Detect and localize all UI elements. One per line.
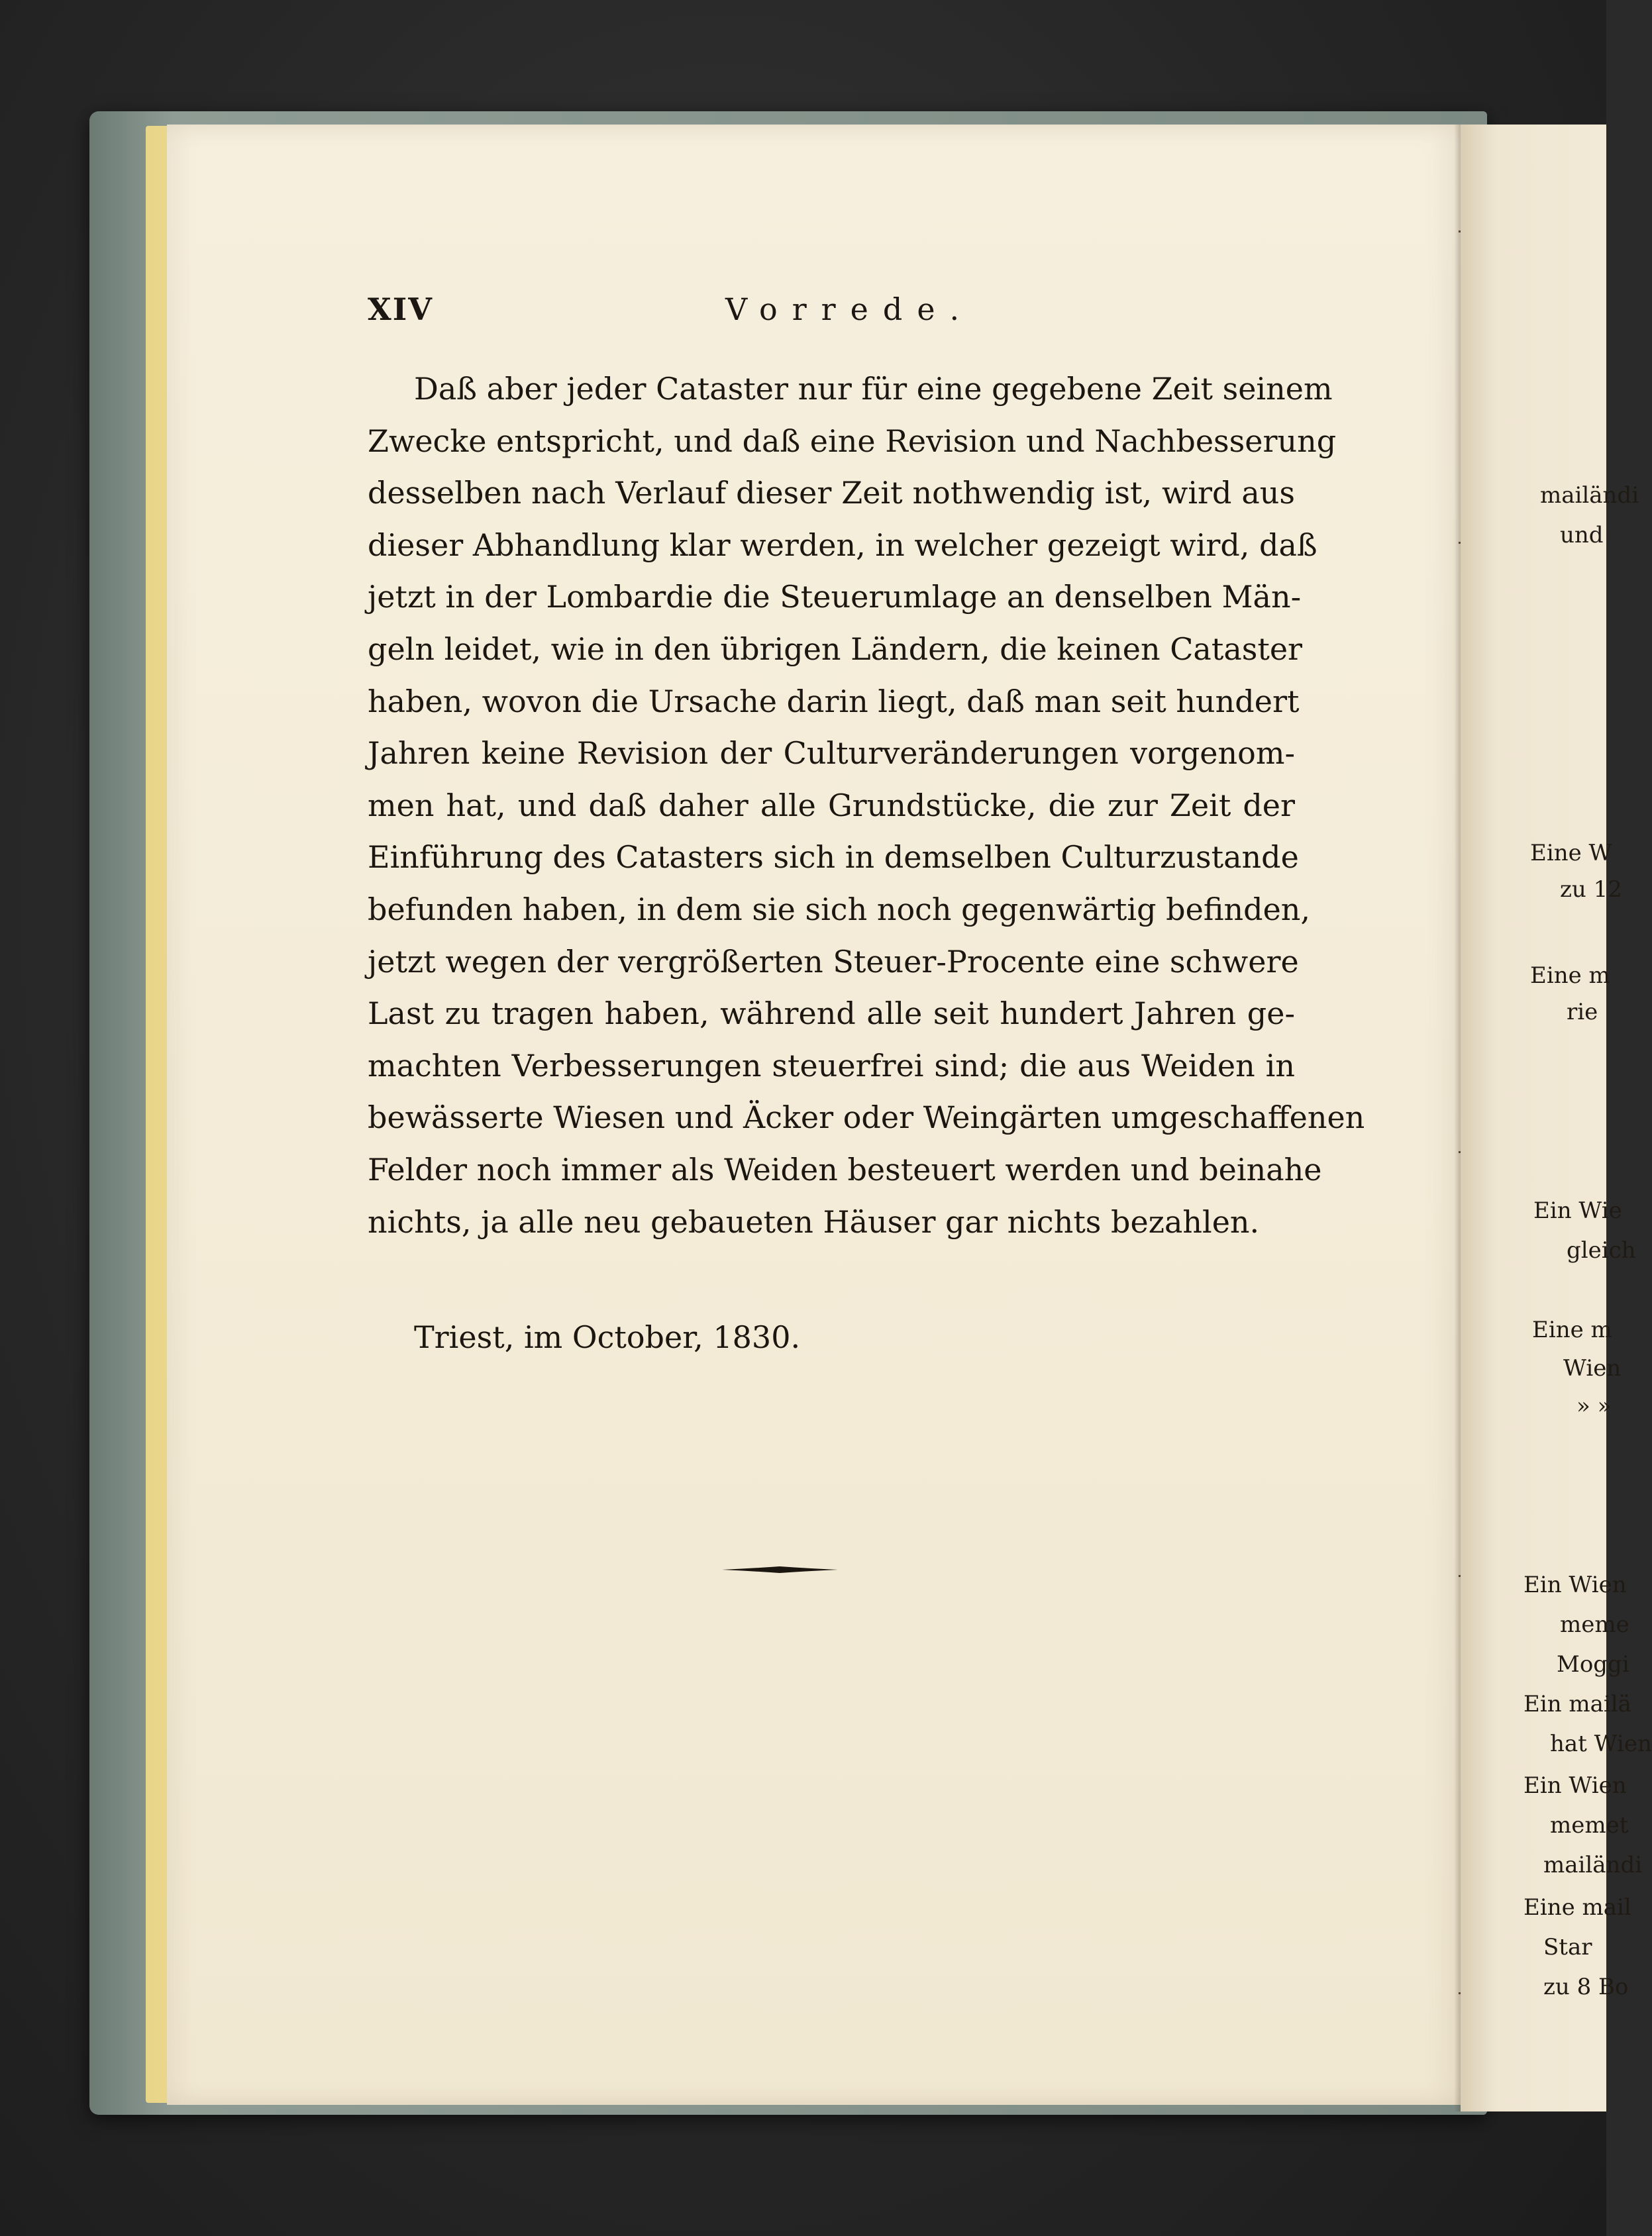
running-title: Vorrede. bbox=[725, 291, 974, 327]
facing-page-fragment: rie bbox=[1567, 999, 1598, 1025]
text-line: geln leidet, wie in den übrigen Ländern, die keinen Cataster bbox=[368, 631, 1303, 667]
facing-page-fragment: gleich bbox=[1567, 1237, 1636, 1264]
text-line: Felder noch immer als Weiden besteuert werden und beinahe bbox=[368, 1151, 1322, 1188]
facing-page-fragment: mailändi bbox=[1540, 482, 1639, 509]
facing-page-fragment: » » bbox=[1576, 1393, 1612, 1419]
text-line: Daß aber jeder Cataster nur für eine gegebene Zeit seinem bbox=[414, 371, 1333, 407]
text-line: men hat, und daß daher alle Grundstücke, die zur Zeit der bbox=[368, 787, 1295, 823]
facing-page-fragment: Ein Wien bbox=[1523, 1572, 1627, 1598]
facing-page-fragment: Eine m bbox=[1532, 1317, 1612, 1343]
facing-page-fragment: mailändi bbox=[1543, 1852, 1643, 1878]
text-line: jetzt wegen der vergrößerten Steuer-Procente eine schwere bbox=[368, 943, 1299, 980]
text-line: Zwecke entspricht, und daß eine Revision und Nachbesserung bbox=[368, 423, 1337, 459]
facing-page-fragment: Ein Wie bbox=[1533, 1197, 1622, 1224]
facing-page-fragment: memet bbox=[1550, 1812, 1629, 1839]
facing-page-fragment: Eine W bbox=[1530, 840, 1612, 866]
text-line: Jahren keine Revision der Culturveränderungen vorgenom- bbox=[368, 735, 1295, 772]
place-and-date: Triest, im October, 1830. bbox=[414, 1319, 801, 1355]
facing-page-fragment: zu 12 bbox=[1560, 876, 1622, 903]
facing-page-fragment: und bbox=[1560, 522, 1604, 548]
facing-page-fragment: Wien bbox=[1563, 1355, 1622, 1382]
text-line: desselben nach Verlauf dieser Zeit nothwendig ist, wird aus bbox=[368, 475, 1295, 511]
facing-page bbox=[1461, 125, 1652, 2111]
text-line: befunden haben, in dem sie sich noch gegenwärtig befinden, bbox=[368, 891, 1311, 927]
facing-page-fragment: Ein mailä bbox=[1523, 1691, 1631, 1717]
text-line: dieser Abhandlung klar werden, in welcher gezeigt wird, daß bbox=[368, 527, 1317, 563]
body-text bbox=[368, 363, 1365, 1248]
text-line: machten Verbesserungen steuerfrei sind; die aus Weiden in bbox=[368, 1047, 1295, 1084]
facing-page-fragment: hat Wien bbox=[1550, 1731, 1652, 1757]
text-line: haben, wovon die Ursache darin liegt, daß man seit hundert bbox=[368, 683, 1300, 719]
text-line: Einführung des Catasters sich in demselben Culturzustande bbox=[368, 839, 1299, 876]
text-line: bewässerte Wiesen und Äcker oder Weingärten umgeschaffenen bbox=[368, 1099, 1365, 1136]
closing-rule-ornament bbox=[722, 1564, 838, 1575]
facing-page-fragment: Eine mail bbox=[1523, 1894, 1631, 1921]
facing-page-fragment: meme bbox=[1560, 1611, 1629, 1638]
text-line: jetzt in der Lombardie die Steuerumlage an denselben Män- bbox=[368, 579, 1302, 615]
facing-page-fragment: Star bbox=[1543, 1934, 1592, 1960]
text-line: nichts, ja alle neu gebaueten Häuser gar nichts bezahlen. bbox=[368, 1203, 1260, 1240]
page-number: XIV bbox=[368, 291, 433, 327]
text-line: Last zu tragen haben, während alle seit hundert Jahren ge- bbox=[368, 995, 1295, 1032]
facing-page-fragment: Ein Wien bbox=[1523, 1772, 1627, 1799]
facing-page-fragment: Eine m bbox=[1530, 962, 1610, 989]
facing-page-fragment: zu 8 Bo bbox=[1543, 1974, 1629, 2000]
page-header bbox=[368, 291, 974, 338]
facing-page-fragment: Moggi bbox=[1557, 1651, 1629, 1678]
